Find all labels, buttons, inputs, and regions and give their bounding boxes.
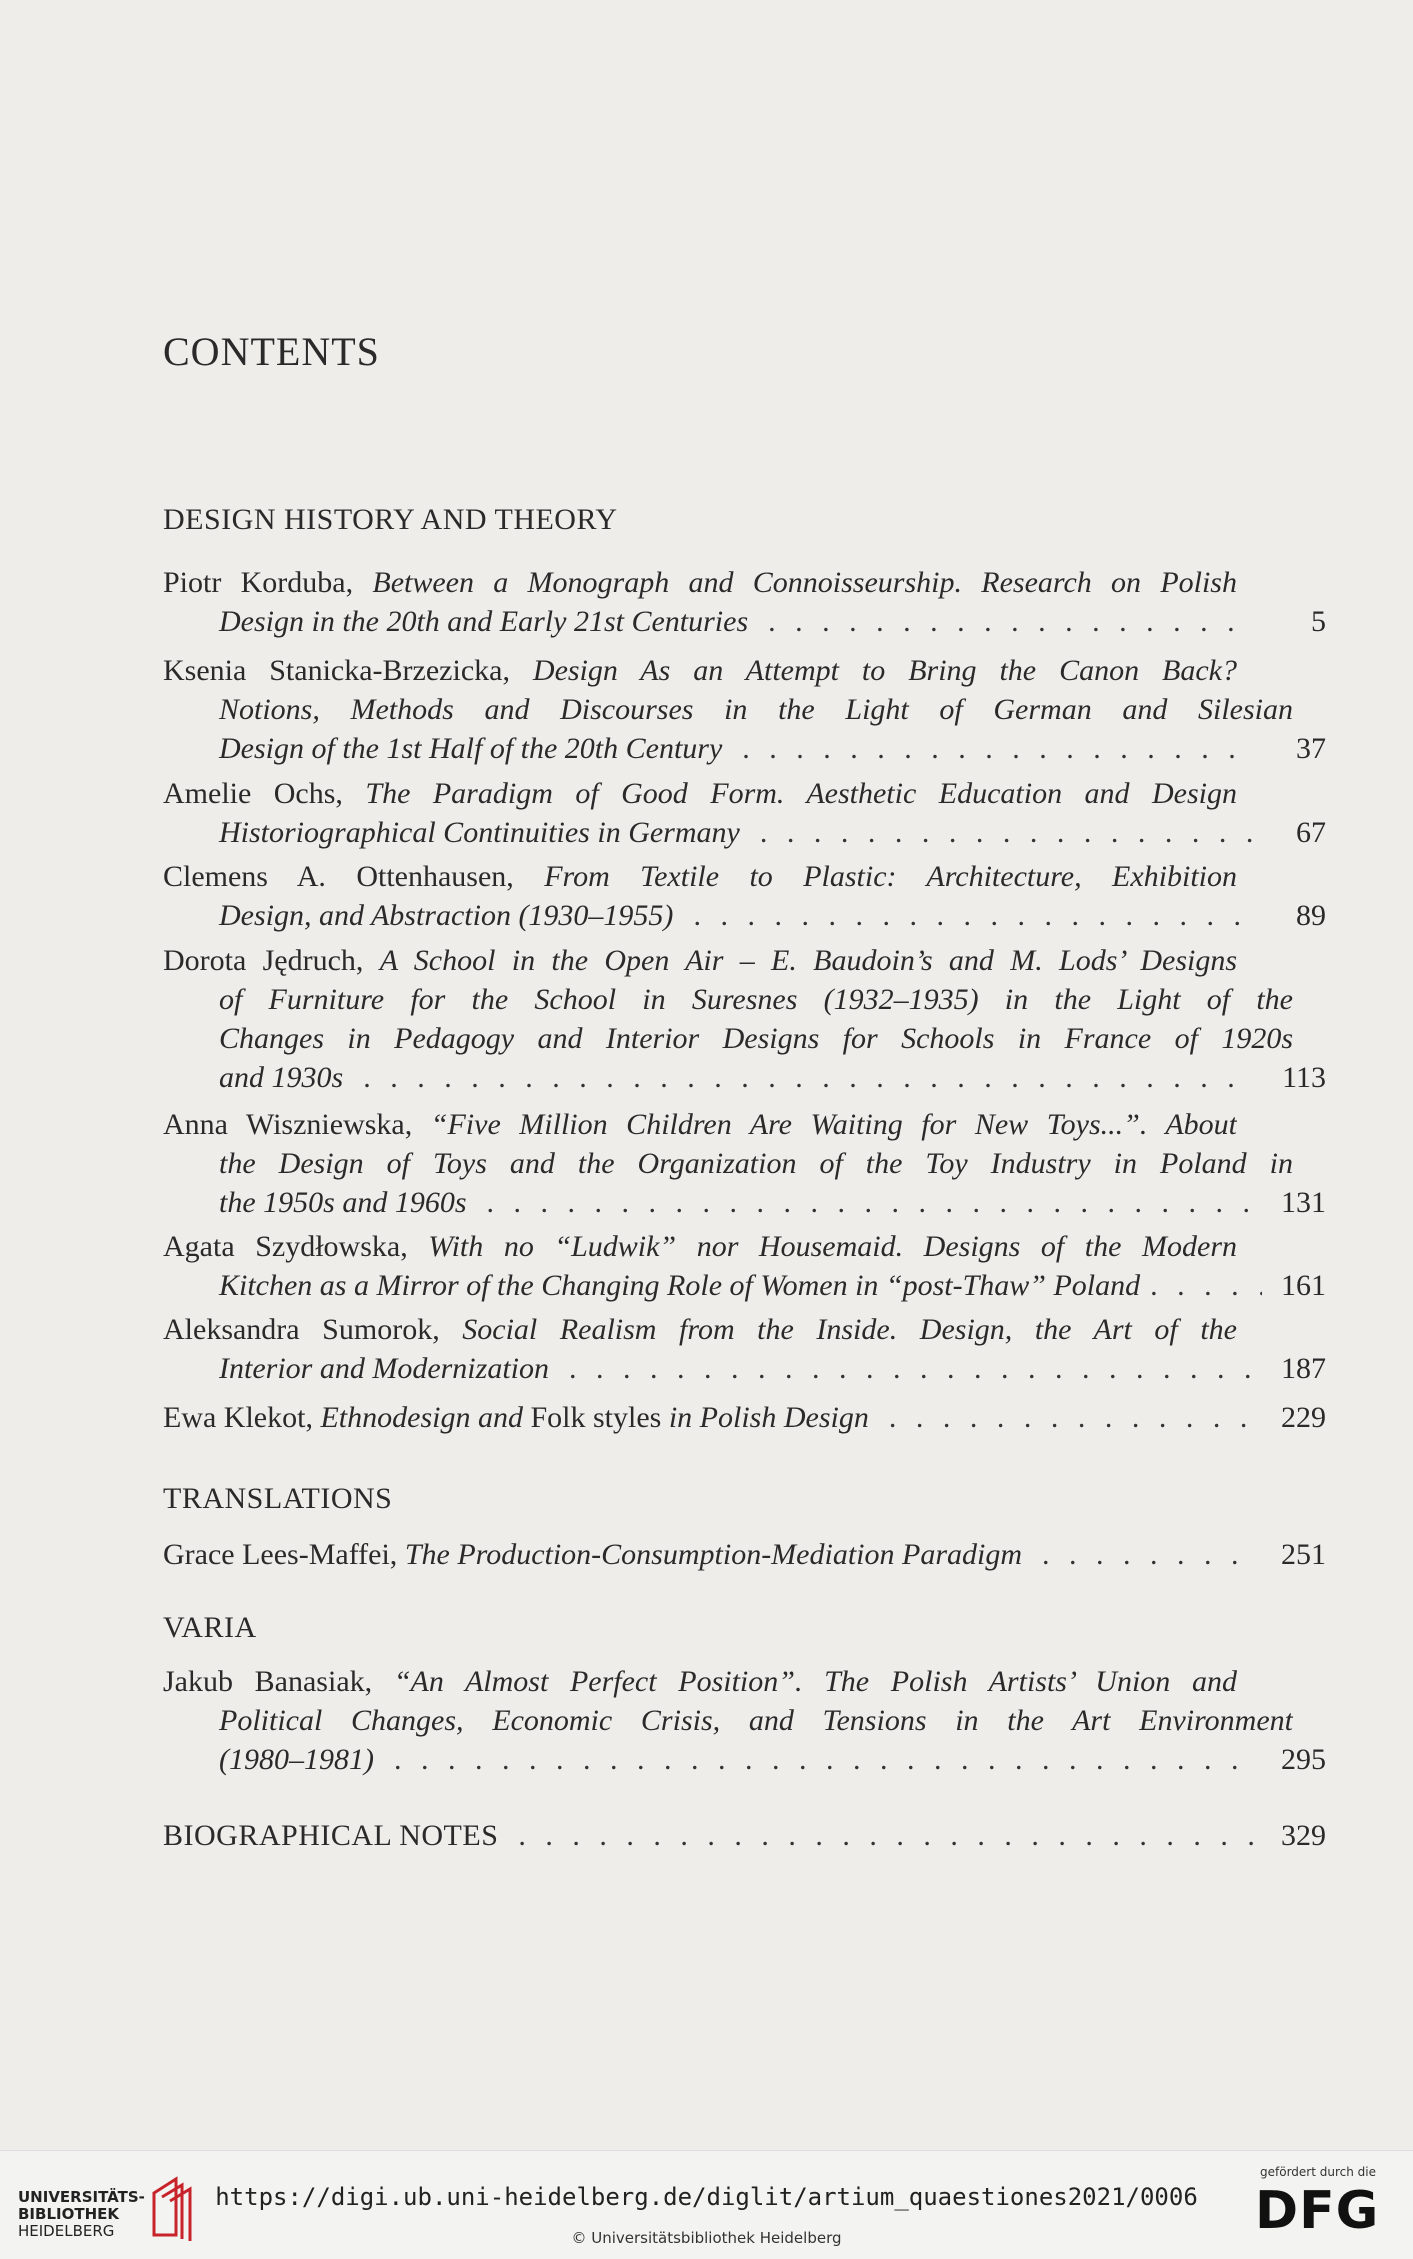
entry-author: Aleksandra Sumorok, [163,1313,463,1346]
entry-title-end: Kitchen as a Mirror of the Changing Role of Women in “post-Thaw” Poland [219,1269,1141,1302]
entry-title-end: Design of the 1st Half of the 20th Century [219,732,723,765]
leader-dots [487,1183,1255,1222]
entry-title: The Production-Consumption-Mediation Paradigm [404,1538,1022,1571]
bleed-through-shadow [1060,320,1071,371]
entry-author: Dorota Jędruch, [163,944,380,977]
entry-title: Political Changes, Economic Crisis, and Tensions in the Art Environment [219,1704,1293,1737]
entry-title-end: Historiographical Continuities in Germany [219,816,740,849]
funding-label: gefördert durch die [1260,2165,1376,2179]
digitization-footer [0,2150,1413,2259]
leader-dots [889,1398,1254,1437]
page-number[interactable]: 67 [1296,816,1326,849]
leader-dots [768,602,1254,641]
page-title: CONTENTS [163,329,380,374]
toc-entry [163,1227,1326,1305]
entry-title-end: the 1950s and 1960s [219,1186,467,1219]
entry-title: Social Realism from the Inside. Design, the Art of the [462,1313,1237,1346]
entry-title: “Five Million Children Are Waiting for New Toys...”. About [430,1108,1237,1141]
toc-entry-bio [163,1816,1326,1855]
entry-title-end: Interior and Modernization [219,1352,549,1385]
source-url-link[interactable]: https://digi.ub.uni-heidelberg.de/diglit/artium_quaestiones2021/0006 [215,2183,1198,2211]
page-number[interactable]: 187 [1281,1352,1326,1385]
leader-dots [693,896,1254,935]
page-number[interactable]: 251 [1281,1538,1326,1571]
section-heading-design: DESIGN HISTORY AND THEORY [163,503,618,536]
entry-title-roman: Folk styles [530,1401,662,1434]
entry-title: A School in the Open Air – E. Baudoin’s and M. Lods’ Designs [379,944,1237,977]
entry-author: Ewa Klekot, [163,1401,321,1434]
page-number[interactable]: 229 [1281,1401,1326,1434]
toc-entry [163,563,1326,641]
entry-title: “An Almost Perfect Position”. The Polish Artists’ Union and [393,1665,1237,1698]
leader-dots [1042,1535,1254,1574]
toc-entry [163,1535,1326,1574]
section-heading-varia: VARIA [163,1611,257,1644]
entry-author: Anna Wiszniewska, [163,1108,431,1141]
entry-title-end: (1980–1981) [219,1743,374,1776]
entry-title: Ethnodesign and [320,1401,531,1434]
section-heading-translations: TRANSLATIONS [163,1482,393,1515]
entry-title: With no “Ludwik” nor Housemaid. Designs of the Modern [428,1230,1237,1263]
entry-author: Grace Lees-Maffei, [163,1538,405,1571]
entry-title-end: Design in the 20th and Early 21st Centuries [219,605,749,638]
library-logo: UNIVERSITÄTS- BIBLIOTHEK HEIDELBERG [18,2188,145,2240]
page-number[interactable]: 5 [1311,605,1326,638]
entry-author: Amelie Ochs, [163,777,366,810]
page-number[interactable]: 37 [1296,732,1326,765]
toc-entry [163,651,1326,768]
entry-title: The Paradigm of Good Form. Aesthetic Education and Design [365,777,1237,810]
toc-entry [163,857,1326,935]
entry-author: Clemens A. Ottenhausen, [163,860,545,893]
entry-title: of Furniture for the School in Suresnes (1932–1935) in the Light of the [219,983,1293,1016]
toc-entry [163,1398,1326,1437]
toc-entry [163,1105,1326,1222]
toc-entry [163,1310,1326,1388]
toc-entry [163,941,1326,1097]
page-number[interactable]: 161 [1281,1269,1326,1302]
page-number[interactable]: 89 [1296,899,1326,932]
leader-dots [569,1349,1254,1388]
entry-title: Between a Monograph and Connoisseurship. Research on Polish [372,566,1237,599]
entry-title: in Polish Design [661,1401,869,1434]
entry-title: Notions, Methods and Discourses in the Light of German and Silesian [219,693,1293,726]
entry-title: Design As an Attempt to Bring the Canon Back? [532,654,1237,687]
leader-dots [760,813,1254,852]
entry-title: Changes in Pedagogy and Interior Designs for Schools in France of 1920s [219,1022,1293,1055]
leader-dots [518,1816,1254,1855]
entry-title-end: and 1930s [219,1061,344,1094]
dfg-logo: DFG [1255,2181,1380,2241]
entry-author: Agata Szydłowska, [163,1230,429,1263]
page-number[interactable]: 131 [1281,1186,1326,1219]
entry-author: Jakub Banasiak, [163,1665,394,1698]
entry-author: Piotr Korduba, [163,566,373,599]
section-heading-bio: BIOGRAPHICAL NOTES [163,1819,499,1852]
toc-entry [163,1662,1326,1779]
page-number[interactable]: 113 [1282,1061,1326,1094]
entry-title: From Textile to Plastic: Architecture, Exhibition [544,860,1237,893]
leader-dots [1150,1266,1262,1305]
leader-dots [742,729,1254,768]
entry-title: the Design of Toys and the Organization of the Toy Industry in Poland in [219,1147,1293,1180]
page-number[interactable]: 295 [1281,1743,1326,1776]
page-number[interactable]: 329 [1281,1819,1326,1852]
toc-entry [163,774,1326,852]
entry-title-end: Design, and Abstraction (1930–1955) [219,899,674,932]
leader-dots [394,1740,1254,1779]
copyright-text: © Universitätsbibliothek Heidelberg [571,2229,842,2247]
leader-dots [363,1058,1254,1097]
entry-author: Ksenia Stanicka-Brzezicka, [163,654,533,687]
